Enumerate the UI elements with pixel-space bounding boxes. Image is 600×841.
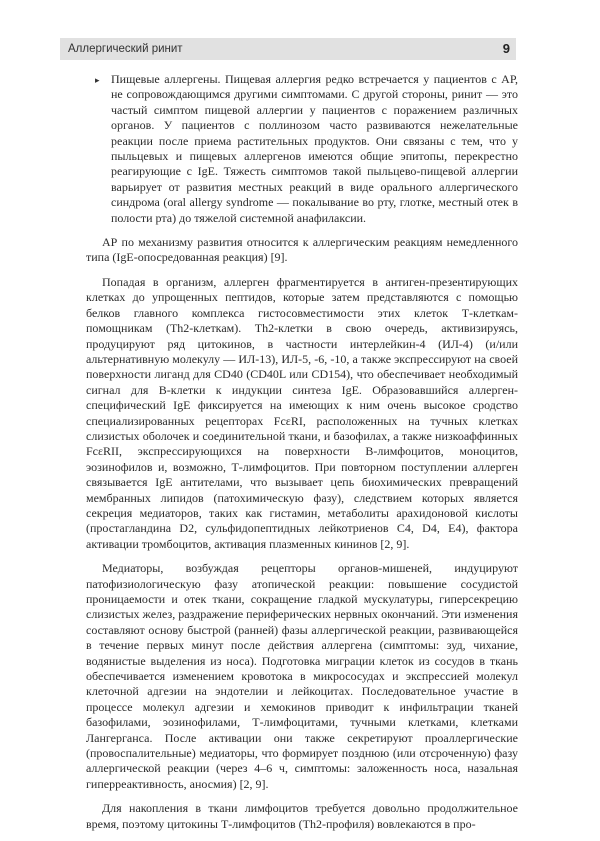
running-header (60, 38, 516, 60)
bullet-item (95, 72, 518, 226)
bullet-text: Пищевые аллергены. Пищевая аллергия редко встречается у пациентов с АР, не сопровождающимся другими симптомами. С другой стороны, ринит — это частый симптом пищевой аллергии у пациентов с поражением различных органов. У пациентов с поллинозом часто развиваются нежелательные реакции после приема растительных продуктов. Они связаны с тем, что у пыльцевых и пищевых аллергенов имеются общие эпитопы, перекрестно реагирующие с IgE. Тяжесть симптомов такой пыльцево-пищевой аллергии варьирует от развития местных реакций в виде орального аллергического синдрома (oral allergy syndrome — покалывание во рту, глотке, местный отек в полости рта) до тяжелой системной анафилаксии. (111, 72, 518, 225)
page-number: 9 (502, 41, 510, 56)
chapter-title: Аллергический ринит (68, 43, 183, 55)
paragraph: АР по механизму развития относится к аллергическим реакциям немедленного типа (IgE-опосредованная реакция) [9]. (86, 235, 518, 265)
paragraph: Медиаторы, возбуждая рецепторы органов-мишеней, индуцируют патофизиологическую фазу атопической реакции: повышение сосудистой проницаемости и отек ткани, сокращение гладкой мускулатуры, гиперсекрецию слизистых желез, раздражение периферических нервных окончаний. Эти изменения составляют основу быстрой (ранней) фазы аллергической реакции, развивающейся в течение первых минут после действия аллергена (симптомы: зуд, чихание, водянистые выделения из носа). Подготовка миграции клеток из сосудов в ткань обеспечивается изменением кровотока в микрососудах и экспрессией молекул клеточной адгезии на эндотелии и лейкоцитах. Последовательное участие в процессе молекул адгезии и хемокинов приводит к инфильтрации тканей базофилами, эозинофилами, Т-лимфоцитами, тучными клетками, клетками Лангерганса. После активации они также секретируют проаллергические (провоспалительные) медиаторы, что формирует позднюю (или отсроченную) фазу аллергической реакции (через 4–6 ч, симптомы: заложенность носа, назальная гиперреактивность, аносмия) [2, 9]. (86, 561, 518, 791)
page-body (86, 72, 518, 841)
paragraph: Попадая в организм, аллерген фрагментируется в антиген-презентирующих клетках до упрощенных пептидов, которые затем представляются с помощью белков главного комплекса гистосовместимости этих клеток Т-клеткам-помощникам (Th2-клеткам). Th2-клетки в свою очередь, активизируясь, продуцируют ряд цитокинов, в частности интерлейкин-4 (ИЛ-4) (и/или альтернативную молекулу — ИЛ-13), ИЛ-5, -6, -10, а также экспрессируют на своей поверхности лиганд для CD40 (CD40L или CD154), что обеспечивает необходимый сигнал для В-клетки к индукции синтеза IgE. Образовавшийся аллерген-специфический IgE фиксируется на имеющих к ним очень высокое сродство специализированных рецепторах FcεRI, расположенных на тучных клетках слизистых оболочек и соединительной ткани, и базофилах, а также низкоаффинных FcεRII, экспрессирующихся на поверхности В-лимфоцитов, моноцитов, эозинофилов и, возможно, Т-лимфоцитов. При повторном поступлении аллерген связывается IgE антителами, что вызывает цепь биохимических превращений мембранных липидов (патохимическую фазу), следствием которых является секреция медиаторов, таких как гистамин, метаболиты арахидоновой кислоты (простагландина D2, сульфидопептидных лейкотриенов С4, D4, Е4), фактора активации тромбоцитов, активация плазменных кининов [2, 9]. (86, 274, 518, 551)
paragraph: Для накопления в ткани лимфоцитов требуется довольно продолжительное время, поэтому цитокины Т-лимфоцитов (Th2-профиля) вовлекаются в про- (86, 801, 518, 831)
triangle-bullet-icon: ▸ (95, 75, 100, 85)
